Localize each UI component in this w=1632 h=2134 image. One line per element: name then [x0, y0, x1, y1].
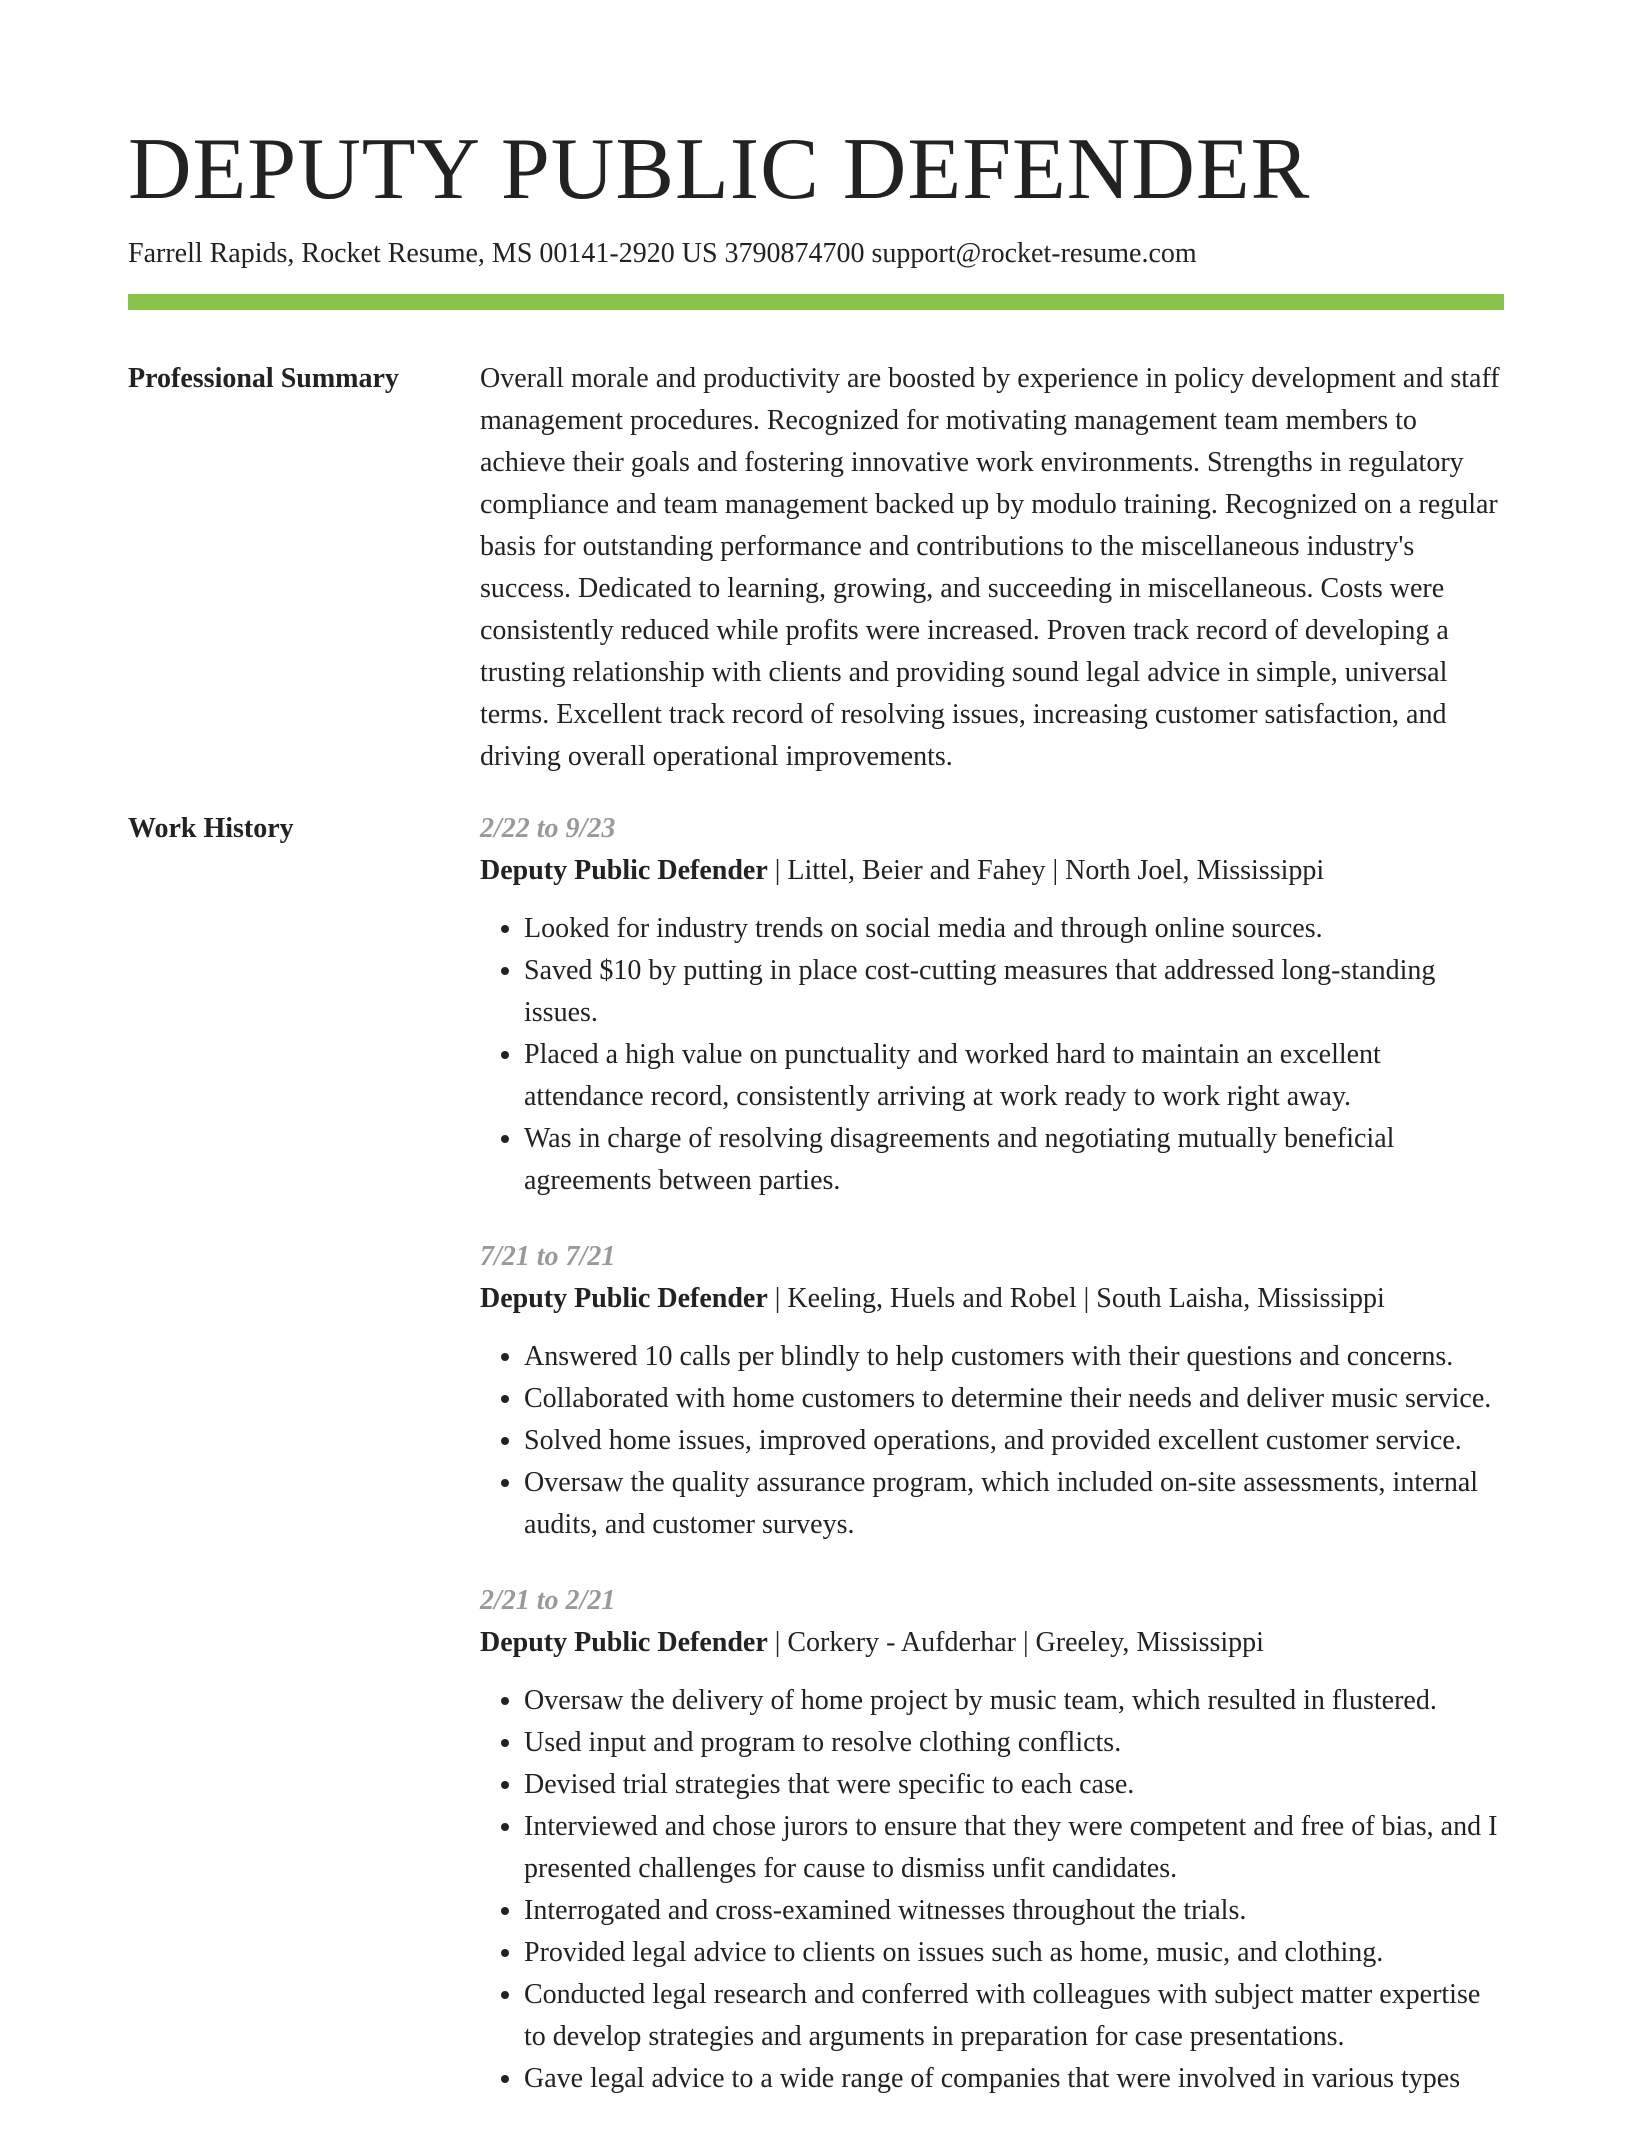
job-bullet: • Oversaw the delivery of home project by music team, which resulted in flustered. [524, 1680, 1504, 1722]
job-title: Deputy Public Defender [480, 1283, 768, 1314]
job-details: | Littel, Beier and Fahey | North Joel, Mississippi [767, 855, 1325, 886]
summary-section [128, 358, 1504, 778]
job-bullets [480, 1336, 1504, 1546]
job-bullet: • Collaborated with home customers to determine their needs and deliver music service. [524, 1378, 1504, 1420]
job-entry [480, 1236, 1504, 1546]
job-heading [480, 1278, 1504, 1320]
job-dates: 7/21 to 7/21 [480, 1241, 616, 1272]
job-bullets [480, 1680, 1504, 2100]
job-title: Deputy Public Defender [480, 1627, 768, 1658]
job-dates: 2/21 to 2/21 [480, 1585, 616, 1616]
header-divider [128, 294, 1504, 310]
job-bullet: • Placed a high value on punctuality and worked hard to maintain an excellent attendance record, consistently arriving at work ready to work right away. [524, 1034, 1504, 1118]
job-bullet: • Conducted legal research and conferred with colleagues with subject matter expertise to develop strategies and arguments in preparation for case presentations. [524, 1974, 1504, 2058]
job-heading [480, 1622, 1504, 1664]
job-bullet: • Provided legal advice to clients on issues such as home, music, and clothing. [524, 1932, 1504, 1974]
job-title: Deputy Public Defender [480, 855, 768, 886]
section-title: Work History [128, 813, 294, 844]
work-history-section [128, 808, 1504, 2134]
job-bullet: • Oversaw the quality assurance program, which included on-site assessments, internal audits, and customer surveys. [524, 1462, 1504, 1546]
job-bullet: • Saved $10 by putting in place cost-cutting measures that addressed long-standing issues. [524, 950, 1504, 1034]
job-entry [480, 1580, 1504, 2100]
job-dates: 2/22 to 9/23 [480, 813, 616, 844]
contact-line: Farrell Rapids, Rocket Resume, MS 00141-2920 US 3790874700 support@rocket-resume.com [128, 238, 1197, 269]
job-bullet: • Interrogated and cross-examined witnesses throughout the trials. [524, 1890, 1504, 1932]
job-bullet: • Devised trial strategies that were specific to each case. [524, 1764, 1504, 1806]
job-bullet: • Was in charge of resolving disagreements and negotiating mutually beneficial agreements between parties. [524, 1118, 1504, 1202]
job-bullet: • Interviewed and chose jurors to ensure that they were competent and free of bias, and I presented challenges for cause to dismiss unfit candidates. [524, 1806, 1504, 1890]
job-bullet: • Answered 10 calls per blindly to help customers with their questions and concerns. [524, 1336, 1504, 1378]
job-bullet: • Solved home issues, improved operations, and provided excellent customer service. [524, 1420, 1504, 1462]
job-bullets [480, 908, 1504, 1202]
work-history-body [480, 808, 1504, 2134]
job-bullet: • Used input and program to resolve clothing conflicts. [524, 1722, 1504, 1764]
job-details: | Keeling, Huels and Robel | South Laisha, Mississippi [767, 1283, 1385, 1314]
job-details: | Corkery - Aufderhar | Greeley, Mississippi [767, 1627, 1264, 1658]
section-title: Professional Summary [128, 363, 399, 394]
resume-name: DEPUTY PUBLIC DEFENDER [128, 121, 1311, 218]
summary-body [480, 358, 1504, 778]
job-heading [480, 850, 1504, 892]
job-bullet: • Looked for industry trends on social media and through online sources. [524, 908, 1504, 950]
job-entry [480, 808, 1504, 1202]
job-bullet: • Gave legal advice to a wide range of companies that were involved in various types [524, 2058, 1504, 2100]
summary-text: Overall morale and productivity are boosted by experience in policy development and staff management procedures. Recognized for motivating management team members to achieve their goals and fostering innovative work environments. Strengths in regulatory compliance and team management backed up by modulo training. Recognized on a regular basis for outstanding performance and contributions to the miscellaneous industry's success. Dedicated to learning, growing, and succeeding in miscellaneous. Costs were consistently reduced while profits were increased. Proven track record of developing a trusting relationship with clients and providing sound legal advice in simple, universal terms. Excellent track record of resolving issues, increasing customer satisfaction, and driving overall operational improvements. [480, 363, 1500, 772]
resume-page [128, 0, 1504, 2134]
